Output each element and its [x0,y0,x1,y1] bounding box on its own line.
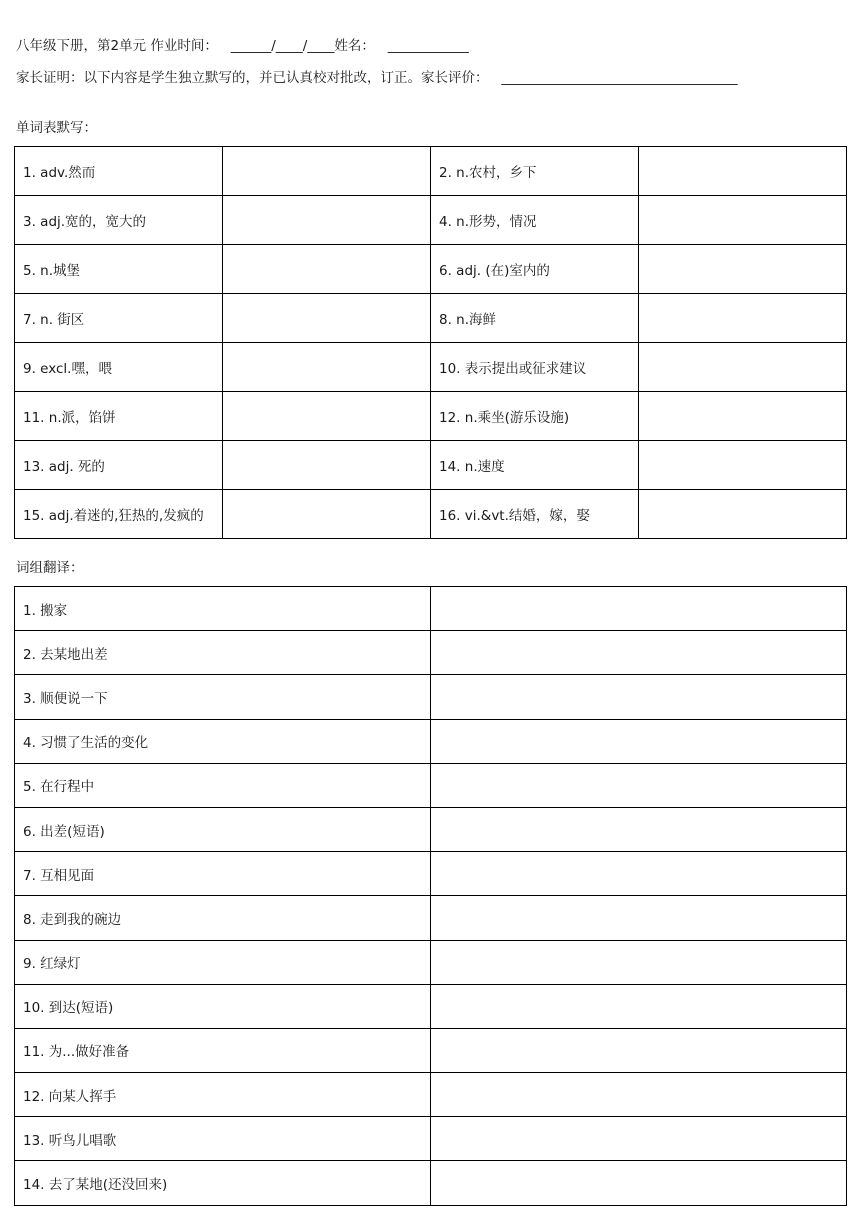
phrase-prompt-cell: 4. 习惯了生活的变化 [15,719,431,763]
phrase-row [15,631,847,675]
vocab-answer-cell[interactable] [639,147,847,196]
phrase-answer-cell[interactable] [431,1073,847,1117]
vocab-answer-cell[interactable] [223,490,431,539]
vocab-table [14,146,847,539]
vocab-prompt-cell: 10. 表示提出或征求建议 [431,343,639,392]
phrase-prompt-cell: 10. 到达(短语) [15,984,431,1028]
header-assignment-line: 八年级下册，第2单元 作业时间： ______/____/____姓名： ____________ [16,38,469,54]
vocab-prompt-cell: 13. adj. 死的 [15,441,223,490]
vocab-prompt-cell: 7. n. 街区 [15,294,223,343]
vocab-prompt-cell: 2. n.农村，乡下 [431,147,639,196]
phrase-row [15,1073,847,1117]
phrase-prompt-cell: 11. 为...做好准备 [15,1028,431,1072]
phrase-row [15,719,847,763]
vocab-answer-cell[interactable] [639,196,847,245]
vocab-row [15,392,847,441]
phrase-prompt-cell: 5. 在行程中 [15,763,431,807]
phrase-answer-cell[interactable] [431,940,847,984]
vocab-row [15,490,847,539]
vocab-prompt-cell: 14. n.速度 [431,441,639,490]
phrase-prompt-cell: 14. 去了某地(还没回来) [15,1161,431,1205]
phrase-answer-cell[interactable] [431,675,847,719]
phrase-row [15,984,847,1028]
phrase-answer-cell[interactable] [431,1117,847,1161]
phrase-row [15,896,847,940]
vocab-answer-cell[interactable] [223,441,431,490]
vocab-prompt-cell: 3. adj.宽的，宽大的 [15,196,223,245]
vocab-prompt-cell: 6. adj. (在)室内的 [431,245,639,294]
vocab-answer-cell[interactable] [639,490,847,539]
vocab-answer-cell[interactable] [639,441,847,490]
phrase-row [15,1161,847,1205]
vocab-prompt-cell: 16. vi.&vt.结婚，嫁，娶 [431,490,639,539]
phrase-answer-cell[interactable] [431,719,847,763]
phrase-prompt-cell: 6. 出差(短语) [15,807,431,851]
phrase-row [15,940,847,984]
phrase-answer-cell[interactable] [431,1028,847,1072]
vocab-prompt-cell: 9. excl.嘿，喂 [15,343,223,392]
phrase-answer-cell[interactable] [431,852,847,896]
phrase-section-title: 词组翻译： [16,560,84,576]
vocab-answer-cell[interactable] [639,245,847,294]
vocab-answer-cell[interactable] [223,343,431,392]
phrase-row [15,1117,847,1161]
phrase-answer-cell[interactable] [431,587,847,631]
phrase-answer-cell[interactable] [431,1161,847,1205]
vocab-answer-cell[interactable] [223,196,431,245]
vocab-answer-cell[interactable] [223,245,431,294]
vocab-row [15,147,847,196]
vocab-answer-cell[interactable] [639,392,847,441]
phrase-answer-cell[interactable] [431,984,847,1028]
phrase-answer-cell[interactable] [431,763,847,807]
phrase-row [15,763,847,807]
phrase-row [15,675,847,719]
header-parent-certification-line: 家长证明：以下内容是学生独立默写的，并已认真校对批改，订正。家长评价： ___________________________________ [16,70,738,86]
vocab-row [15,343,847,392]
vocab-answer-cell[interactable] [639,343,847,392]
phrase-row [15,1028,847,1072]
phrase-row [15,587,847,631]
vocab-row [15,196,847,245]
vocab-prompt-cell: 12. n.乘坐(游乐设施) [431,392,639,441]
vocab-answer-cell[interactable] [223,147,431,196]
vocab-section-title: 单词表默写： [16,120,97,136]
phrase-prompt-cell: 8. 走到我的碗边 [15,896,431,940]
phrase-prompt-cell: 3. 顺便说一下 [15,675,431,719]
vocab-prompt-cell: 5. n.城堡 [15,245,223,294]
phrase-prompt-cell: 1. 搬家 [15,587,431,631]
vocab-prompt-cell: 11. n.派，馅饼 [15,392,223,441]
vocab-answer-cell[interactable] [639,294,847,343]
vocab-prompt-cell: 15. adj.着迷的,狂热的,发疯的 [15,490,223,539]
phrase-prompt-cell: 12. 向某人挥手 [15,1073,431,1117]
phrase-answer-cell[interactable] [431,807,847,851]
phrase-prompt-cell: 13. 听鸟儿唱歌 [15,1117,431,1161]
phrase-table [14,586,847,1206]
vocab-prompt-cell: 1. adv.然而 [15,147,223,196]
phrase-row [15,807,847,851]
vocab-row [15,441,847,490]
phrase-answer-cell[interactable] [431,896,847,940]
vocab-answer-cell[interactable] [223,392,431,441]
vocab-answer-cell[interactable] [223,294,431,343]
phrase-prompt-cell: 2. 去某地出差 [15,631,431,675]
vocab-prompt-cell: 4. n.形势，情况 [431,196,639,245]
vocab-row [15,294,847,343]
phrase-prompt-cell: 9. 红绿灯 [15,940,431,984]
phrase-row [15,852,847,896]
vocab-row [15,245,847,294]
vocab-prompt-cell: 8. n.海鲜 [431,294,639,343]
phrase-answer-cell[interactable] [431,631,847,675]
phrase-prompt-cell: 7. 互相见面 [15,852,431,896]
